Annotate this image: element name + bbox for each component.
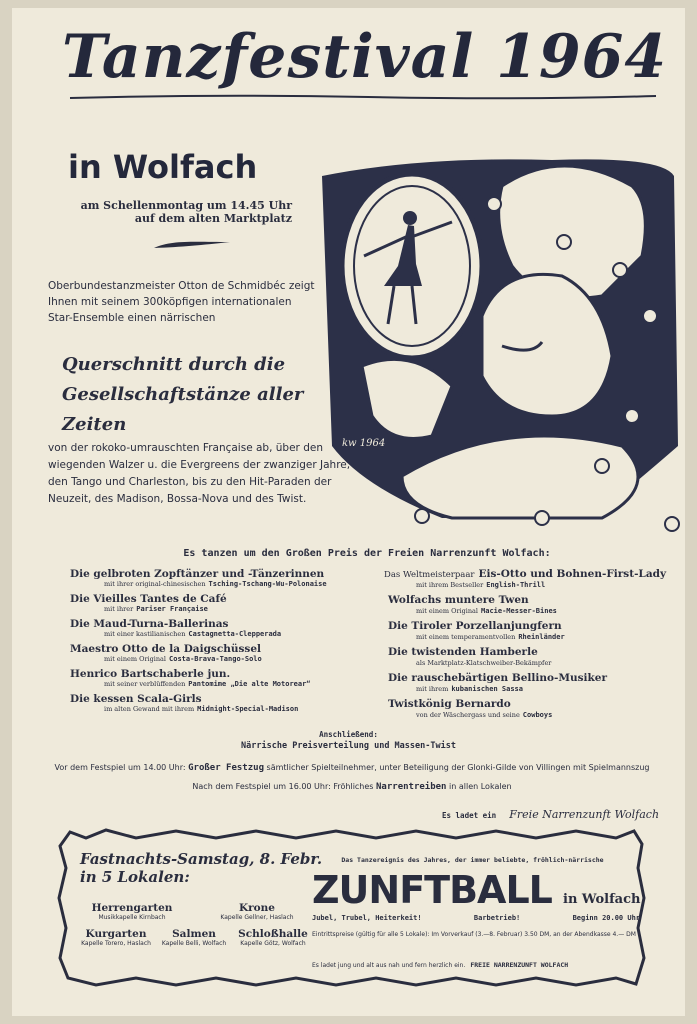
act-highlight: Cowboys xyxy=(522,711,553,719)
footer-invite xyxy=(312,952,642,971)
act-name xyxy=(70,643,370,655)
act-desc-text: mit seiner verblüffenden xyxy=(104,680,186,688)
invite-label: Es ladet ein xyxy=(442,811,497,820)
act-item xyxy=(384,620,674,642)
saturday-line-2: in 5 Lokalen: xyxy=(80,868,190,886)
act-highlight: Rheinländer xyxy=(518,633,565,641)
act-description xyxy=(70,705,370,714)
act-highlight: Castagnetta-Clepperada xyxy=(188,630,282,638)
narren-pre: Nach dem Festspiel um 16.00 Uhr: Fröhliches xyxy=(192,782,374,791)
act-item xyxy=(384,594,674,616)
act-name xyxy=(384,646,674,659)
date-info xyxy=(52,199,292,225)
barbetrieb-text: Barbetrieb! xyxy=(473,914,521,922)
footer-invite-org: FREIE NARRENZUNFT WOLFACH xyxy=(470,961,569,969)
poster xyxy=(12,8,685,1016)
act-name-text: Die Tiroler Porzellanjungfern xyxy=(388,620,562,632)
venue-name: Herrengarten xyxy=(91,902,173,914)
act-desc-text: mit einer kastilianischen xyxy=(104,630,186,638)
act-description xyxy=(384,581,674,590)
act-desc-text: im alten Gewand mit ihrem xyxy=(104,705,195,713)
footer-invite-text: Es ladet jung und alt aus nah und fern herzlich ein. xyxy=(312,962,466,969)
act-desc-text: mit einem temperamentvollen xyxy=(416,633,516,641)
act-description xyxy=(70,630,370,639)
venue-schlosshalle xyxy=(230,928,316,947)
act-description xyxy=(384,659,674,668)
act-item xyxy=(384,646,674,668)
title-underline xyxy=(68,92,658,102)
anschliessend-text: Närrische Preisverteilung und Massen-Twist xyxy=(241,741,456,751)
flourish-divider xyxy=(152,238,232,250)
act-name-text: Die Maud-Turna-Ballerinas xyxy=(70,618,229,630)
venue-band: Kapelle Belli, Wolfach xyxy=(161,940,227,947)
act-highlight: Midnight-Special-Madison xyxy=(197,705,299,713)
act-desc-text: mit ihrem xyxy=(416,685,449,693)
prize-heading: Es tanzen um den Großen Preis der Freien Narrenzunft Wolfach: xyxy=(183,548,551,559)
act-description xyxy=(70,580,370,589)
artist-signature: kw 1964 xyxy=(342,438,386,449)
act-name-text: Twistkönig Bernardo xyxy=(388,698,511,710)
act-name-prefix: Das Weltmeisterpaar xyxy=(384,570,475,580)
description-text: von der rokoko-umrauschten Française ab, über den wiegenden Walzer u. die Evergreens der zwanziger Jahre, den Tango und Charleston, bis zu den Hit-Paraden der Neuzeit, des Madison, Bossa-Nova und des Twist. xyxy=(48,442,351,505)
festzug-line xyxy=(32,763,672,773)
venue-herrengarten xyxy=(82,902,182,921)
act-item xyxy=(384,568,674,590)
act-name xyxy=(70,668,370,680)
act-name xyxy=(70,618,370,630)
act-name xyxy=(384,698,674,711)
act-desc-text: mit einem Original xyxy=(104,655,167,663)
act-name xyxy=(384,568,674,581)
jubel-text: Jubel, Trubel, Heiterkeit! xyxy=(312,914,422,922)
event-intro: Das Tanzereignis des Jahres, der immer beliebte, fröhlich-närrische xyxy=(341,856,604,864)
act-desc-text: mit ihrer original-chinesischen xyxy=(104,580,206,588)
act-name-text: Die gelbroten Zopftänzer und -Tänzerinnen xyxy=(70,568,325,580)
act-name-text: Eis-Otto und Bohnen-First-Lady xyxy=(478,568,667,580)
poster-subtitle: in Wolfach xyxy=(68,148,258,186)
act-name-text: Wolfachs muntere Twen xyxy=(388,594,529,606)
zunftball-title-block xyxy=(312,868,640,912)
act-description xyxy=(70,655,370,664)
act-item xyxy=(70,643,370,664)
venue-name: Krone xyxy=(239,902,275,914)
act-name xyxy=(384,620,674,633)
act-desc-text: mit ihrer xyxy=(104,605,134,613)
act-item xyxy=(384,698,674,720)
date-line-2: auf dem alten Marktplatz xyxy=(134,212,292,225)
narrentreiben-line xyxy=(32,782,672,792)
act-name-text: Die rauschebärtigen Bellino-Musiker xyxy=(388,672,608,684)
act-name-text: Die Vieilles Tantes de Café xyxy=(70,593,227,605)
venue-name: Schloßhalle xyxy=(238,928,308,940)
invite-signature: Freie Narrenzunft Wolfach xyxy=(509,808,660,821)
beginn-text: Beginn 20.00 Uhr xyxy=(572,914,640,922)
act-item xyxy=(70,693,370,714)
venue-band: Kapelle Torero, Haslach xyxy=(81,940,151,947)
festzug-post: sämtlicher Spielteilnehmer, unter Beteiligung der Glonki-Gilde von Villingen mit Spielmannszug xyxy=(266,763,650,772)
jester-illustration xyxy=(302,146,682,536)
act-description xyxy=(70,605,370,614)
poster-title: Tanzfestival 1964 xyxy=(62,22,668,92)
act-name xyxy=(384,672,674,685)
act-name-text: Maestro Otto de la Daigschüssel xyxy=(70,643,261,655)
narren-post: in allen Lokalen xyxy=(449,782,512,791)
zunftball-place: in Wolfach xyxy=(563,892,641,907)
act-description xyxy=(384,633,674,642)
venue-name: Kurgarten xyxy=(85,928,147,940)
zunftball-info xyxy=(312,914,640,922)
saturday-line-1: Fastnachts-Samstag, 8. Febr. xyxy=(80,850,323,868)
act-description xyxy=(384,685,674,694)
act-item xyxy=(70,668,370,689)
anschliessend-label: Anschließend: xyxy=(319,730,378,739)
act-highlight: English-Thrill xyxy=(486,581,546,589)
festzug-pre: Vor dem Festspiel um 14.00 Uhr: xyxy=(54,763,186,772)
act-highlight: kubanischen Sassa xyxy=(451,685,523,693)
venue-band: Musikkapelle Kirnbach xyxy=(98,914,166,921)
ticket-prices: Eintrittspreise (gültig für alle 5 Lokale): Im Vorverkauf (3.—8. Februar) 3.50 DM, an der Abendkasse 4.— DM xyxy=(312,931,636,938)
act-description xyxy=(384,607,674,616)
left-acts-list xyxy=(70,568,370,718)
act-highlight: Pantomime „Die alte Motorear“ xyxy=(188,680,311,688)
invite-block xyxy=(442,803,672,822)
date-line-1: am Schellenmontag um 14.45 Uhr xyxy=(80,199,292,212)
act-highlight: Costa-Brava-Tango-Solo xyxy=(169,655,262,663)
intro-text: Oberbundestanzmeister Otton de Schmidbéc zeigt Ihnen mit seinem 300köpfigen internationalen Star-Ensemble einen närrischen xyxy=(48,280,315,324)
saturday-heading xyxy=(80,850,322,886)
act-desc-text: mit ihrem Bestseller xyxy=(416,581,484,589)
querschnitt-line-2: Gesellschaftstänze aller Zeiten xyxy=(62,384,304,435)
act-name-text: Die kessen Scala-Girls xyxy=(70,693,202,705)
festzug-bold: Großer Festzug xyxy=(188,763,264,773)
venue-salmen xyxy=(158,928,230,947)
act-name xyxy=(384,594,674,607)
act-highlight: Pariser Française xyxy=(136,605,208,613)
act-item xyxy=(70,593,370,614)
zunftball-title: ZUNFTBALL xyxy=(312,868,552,912)
act-item xyxy=(384,672,674,694)
venue-krone xyxy=(202,902,312,921)
venue-band: Kapelle Götz, Wolfach xyxy=(240,940,306,947)
right-acts-list xyxy=(384,568,674,724)
act-highlight: Macie-Messer-Bines xyxy=(481,607,557,615)
venue-band: Kapelle Gellner, Haslach xyxy=(220,914,294,921)
act-name-text: Die twistenden Hamberle xyxy=(388,646,538,658)
act-name xyxy=(70,693,370,705)
act-name xyxy=(70,593,370,605)
act-name xyxy=(70,568,370,580)
venue-kurgarten xyxy=(74,928,158,947)
act-name-text: Henrico Bartschaberle jun. xyxy=(70,668,231,680)
venue-name: Salmen xyxy=(172,928,216,940)
act-item xyxy=(70,618,370,639)
act-desc-text: mit einem Original xyxy=(416,607,479,615)
querschnitt-line-1: Querschnitt durch die xyxy=(62,354,286,375)
act-desc-text: von der Wäschergass und seine xyxy=(416,711,520,719)
act-description xyxy=(70,680,370,689)
act-description xyxy=(384,711,674,720)
act-highlight: Tsching-Tschang-Wu-Polonaise xyxy=(208,580,327,588)
narren-bold: Narrentreiben xyxy=(376,782,447,792)
act-item xyxy=(70,568,370,589)
act-desc-text: als Marktplatz-Klatschweiber-Bekämpfer xyxy=(416,659,552,667)
